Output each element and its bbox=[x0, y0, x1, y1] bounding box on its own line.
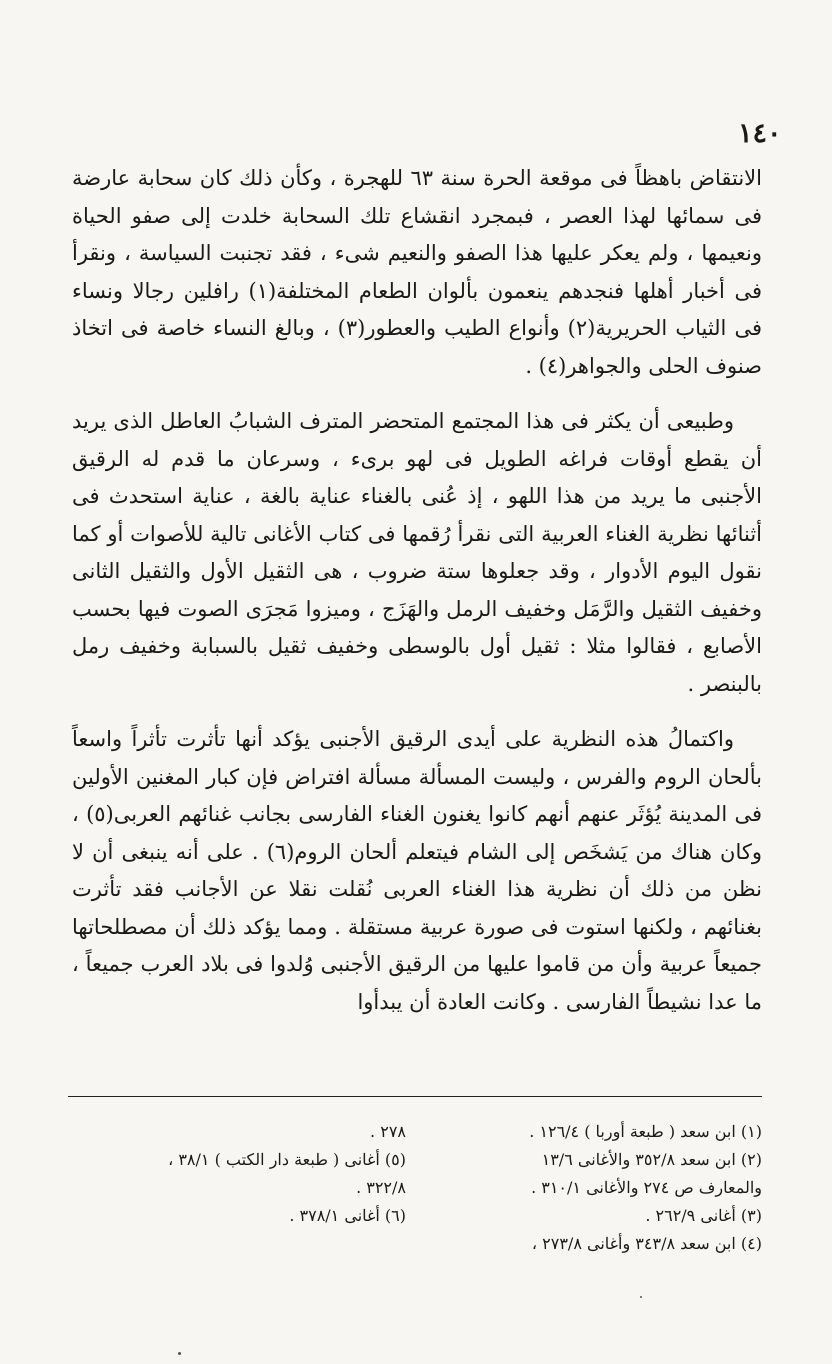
footnote: (٥) أغانى ( طبعة دار الكتب ) ٣٨/١ ، bbox=[168, 1150, 406, 1169]
footnote: (٤) ابن سعد ٣٤٣/٨ وأغانى ٢٧٣/٨ ، bbox=[531, 1234, 762, 1253]
footnote: (١) ابن سعد ( طبعة أوربا ) ١٢٦/٤ . bbox=[529, 1122, 762, 1141]
footnote: والمعارف ص ٢٧٤ والأغانى ٣١٠/١ . bbox=[531, 1178, 762, 1197]
footnote: (٢) ابن سعد ٣٥٢/٨ والأغانى ١٣/٦ bbox=[541, 1150, 762, 1169]
footnotes-left-column bbox=[90, 1118, 406, 1258]
page-number: ١٤٠ bbox=[738, 118, 782, 149]
footnote: ٣٢٢/٨ . bbox=[356, 1178, 406, 1197]
body-text bbox=[72, 160, 762, 1021]
footnote: (٣) أغانى ٢٦٢/٩ . bbox=[645, 1206, 762, 1225]
footnote: ٢٧٨ . bbox=[370, 1122, 406, 1141]
footnote-divider bbox=[68, 1096, 762, 1097]
scan-speck bbox=[178, 1352, 181, 1355]
paragraph: وطبيعى أن يكثر فى هذا المجتمع المتحضر المترف الشبابُ العاطل الذى يريد أن يقطع أوقات فراغه الطويل فى لهو برىء ، وسرعان ما قدم له الرقيق الأجنبى ما يريد من هذا اللهو ، إذ عُنى بالغناء عناية بالغة ، عناية استحدث فى أثنائها نظرية الغناء العربية التى نقرأ رُقمها فى كتاب الأغانى تالية للأصوات أو كما نقول اليوم الأدوار ، وقد جعلوها ستة ضروب ، هى الثقيل الأول والثقيل الثانى وخفيف الثقيل والرَّمَل وخفيف الرمل والهَزَج ، وميزوا مَجرَى الصوت فيها بحسب الأصابع ، فقالوا مثلا : ثقيل أول بالوسطى وخفيف ثقيل بالسبابة وخفيف رمل بالبنصر . bbox=[72, 409, 762, 696]
paragraph: واكتمالُ هذه النظرية على أيدى الرقيق الأجنبى يؤكد أنها تأثرت تأثراً واسعاً بألحان الروم والفرس ، وليست المسألة مسألة افتراض فإن كبار المغنين الأولين فى المدينة يُؤثَر عنهم أنهم كانوا يغنون الغناء الفارسى بجانب غنائهم العربى(٥) ، وكان هناك من يَشخَص إلى الشام فيتعلم ألحان الروم(٦) . على أنه ينبغى أن لا نظن من ذلك أن نظرية هذا الغناء العربى نُقلت نقلا عن الأجانب فقد تأثرت بغنائهم ، ولكنها استوت فى صورة عربية مستقلة . ومما يؤكد ذلك أن مصطلحاتها جميعاً عربية وأن من قاموا عليها من الرقيق الأجنبى وُلدوا فى بلاد العرب جميعاً ، ما عدا نشيطاً الفارسى . وكانت العادة أن يبدأوا bbox=[72, 727, 762, 1014]
footnotes bbox=[90, 1118, 762, 1258]
scan-speck bbox=[640, 1296, 642, 1298]
footnotes-right-column bbox=[446, 1118, 762, 1258]
paragraph: الانتقاض باهظاً فى موقعة الحرة سنة ٦٣ للهجرة ، وكأن ذلك كان سحابة عارضة فى سمائها لهذا العصر ، فبمجرد انقشاع تلك السحابة خلدت إلى صفو الحياة ونعيمها ، ولم يعكر عليها هذا الصفو والنعيم شىء ، فقد تجنبت السياسة ، ونقرأ فى أخبار أهلها فنجدهم ينعمون بألوان الطعام المختلفة(١) رافلين رجالا ونساء فى الثياب الحريرية(٢) وأنواع الطيب والعطور(٣) ، وبالغ النساء خاصة فى اتخاذ صنوف الحلى والجواهر(٤) . bbox=[72, 166, 762, 378]
footnote: (٦) أغانى ٣٧٨/١ . bbox=[289, 1206, 406, 1225]
